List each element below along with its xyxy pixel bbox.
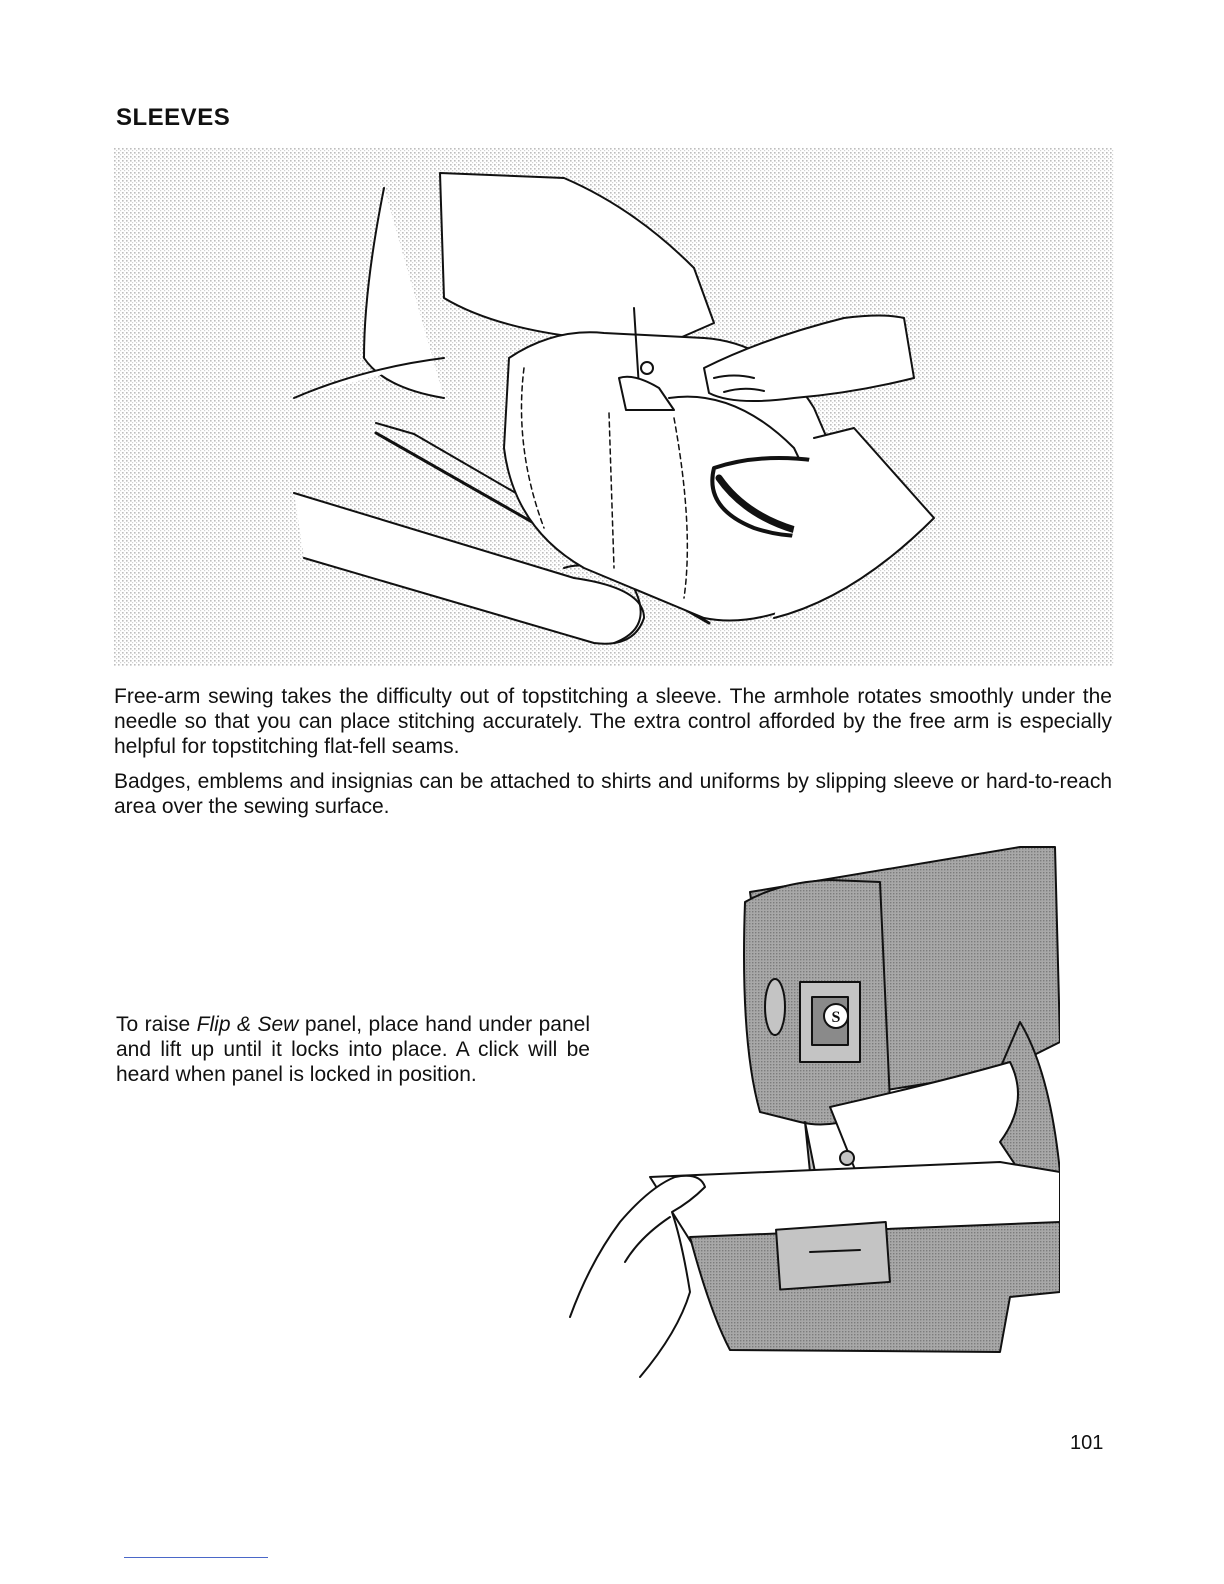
badges-paragraph: Badges, emblems and insignias can be attached to shirts and uniforms by slipping sleeve or hard-to-reach area over the sewing surface.: [114, 770, 1112, 818]
footer-rule: [124, 1557, 268, 1558]
flip-instruction-rest: panel, place hand under panel and lift up until it locks into place. A click will be heard when panel is locked in position.: [116, 1013, 590, 1086]
page-heading: SLEEVES: [116, 104, 231, 131]
presser-screw: [641, 362, 653, 374]
page-number: 101: [1070, 1432, 1104, 1454]
flip-sew-illustration: [560, 842, 1060, 1382]
flip-instruction-start: To raise: [116, 1013, 197, 1036]
sleeve-illustration-svg: [114, 148, 1114, 666]
sleeve-illustration: [114, 148, 1114, 666]
thumb-screw-icon: [840, 1151, 854, 1165]
free-arm-paragraph: Free-arm sewing takes the difficulty out of topstitching a sleeve. The armhole rotates smoothly under the needle so that you can place stitching accurately. The extra control afforded by the free arm is especially helpful for topstitching flat-fell seams.: [114, 685, 1112, 758]
flip-sew-instruction: [116, 1012, 590, 1087]
badge-letter: S: [831, 1009, 841, 1026]
flip-sew-product-name: Flip & Sew: [196, 1013, 299, 1036]
throat-plate: [776, 1222, 890, 1290]
balance-wheel-window: [765, 979, 785, 1035]
flip-sew-illustration-svg: [560, 842, 1060, 1382]
